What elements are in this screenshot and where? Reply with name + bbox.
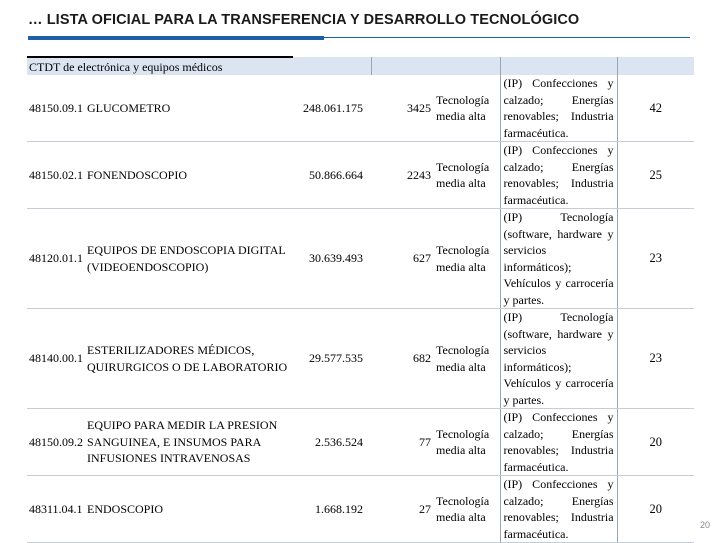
cell-sector: (IP) Confecciones y calzado; Energías renovables; Industria farmacéutica. <box>500 409 617 476</box>
cell-sector: (IP) Tecnología (software, hardware y servicios informáticos); Vehículos y carrocería y partes. <box>500 209 617 309</box>
cell-tech-level: Tecnología media alta <box>433 476 500 543</box>
cell-value: 2.536.524 <box>293 409 371 476</box>
cell-tech-level: Tecnología media alta <box>433 309 500 409</box>
section-header-label: CTDT de electrónica y equipos médicos <box>27 57 293 75</box>
cell-sector: (IP) Confecciones y calzado; Energías renovables; Industria farmacéutica. <box>500 476 617 543</box>
cell-name: EQUIPOS DE ENDOSCOPIA DIGITAL (VIDEOENDOSCOPIO) <box>85 209 293 309</box>
cell-tech-level: Tecnología media alta <box>433 142 500 209</box>
table-row <box>27 309 694 409</box>
table-row <box>27 75 694 142</box>
table-row <box>27 476 694 543</box>
cell-tech-level: Tecnología media alta <box>433 75 500 142</box>
cell-sector: (IP) Confecciones y calzado; Energías renovables; Industria farmacéutica. <box>500 142 617 209</box>
cell-tech-level: Tecnología media alta <box>433 409 500 476</box>
cell-number: 27 <box>371 476 433 543</box>
cell-value: 1.668.192 <box>293 476 371 543</box>
cell-value: 50.866.664 <box>293 142 371 209</box>
product-list-table <box>27 56 694 543</box>
cell-number: 77 <box>371 409 433 476</box>
table-row <box>27 409 694 476</box>
cell-score: 25 <box>617 142 694 209</box>
cell-number: 627 <box>371 209 433 309</box>
cell-value: 29.577.535 <box>293 309 371 409</box>
cell-sector: (IP) Tecnología (software, hardware y servicios informáticos); Vehículos y carrocería y partes. <box>500 309 617 409</box>
cell-score: 23 <box>617 209 694 309</box>
cell-name: ENDOSCOPIO <box>85 476 293 543</box>
page-title: … LISTA OFICIAL PARA LA TRANSFERENCIA Y DESARROLLO TECNOLÓGICO <box>28 12 580 28</box>
title-underline-rule <box>324 37 690 38</box>
cell-value: 30.639.493 <box>293 209 371 309</box>
table-section-header-row <box>27 57 694 75</box>
cell-code: 48150.09.1 <box>27 75 85 142</box>
cell-score: 23 <box>617 309 694 409</box>
cell-code: 48150.09.2 <box>27 409 85 476</box>
cell-number: 3425 <box>371 75 433 142</box>
page-number: 20 <box>700 520 711 530</box>
cell-code: 48120.01.1 <box>27 209 85 309</box>
cell-score: 20 <box>617 409 694 476</box>
cell-code: 48150.02.1 <box>27 142 85 209</box>
cell-sector: (IP) Confecciones y calzado; Energías renovables; Industria farmacéutica. <box>500 75 617 142</box>
cell-name: ESTERILIZADORES MÉDICOS, QUIRURGICOS O DE LABORATORIO <box>85 309 293 409</box>
cell-code: 48140.00.1 <box>27 309 85 409</box>
title-underline-accent <box>28 36 324 40</box>
cell-name: GLUCOMETRO <box>85 75 293 142</box>
cell-number: 2243 <box>371 142 433 209</box>
cell-name: FONENDOSCOPIO <box>85 142 293 209</box>
cell-tech-level: Tecnología media alta <box>433 209 500 309</box>
cell-code: 48311.04.1 <box>27 476 85 543</box>
table-row <box>27 209 694 309</box>
cell-score: 20 <box>617 476 694 543</box>
cell-value: 248.061.175 <box>293 75 371 142</box>
table-row <box>27 142 694 209</box>
cell-name: EQUIPO PARA MEDIR LA PRESION SANGUINEA, E INSUMOS PARA INFUSIONES INTRAVENOSAS <box>85 409 293 476</box>
cell-number: 682 <box>371 309 433 409</box>
cell-score: 42 <box>617 75 694 142</box>
